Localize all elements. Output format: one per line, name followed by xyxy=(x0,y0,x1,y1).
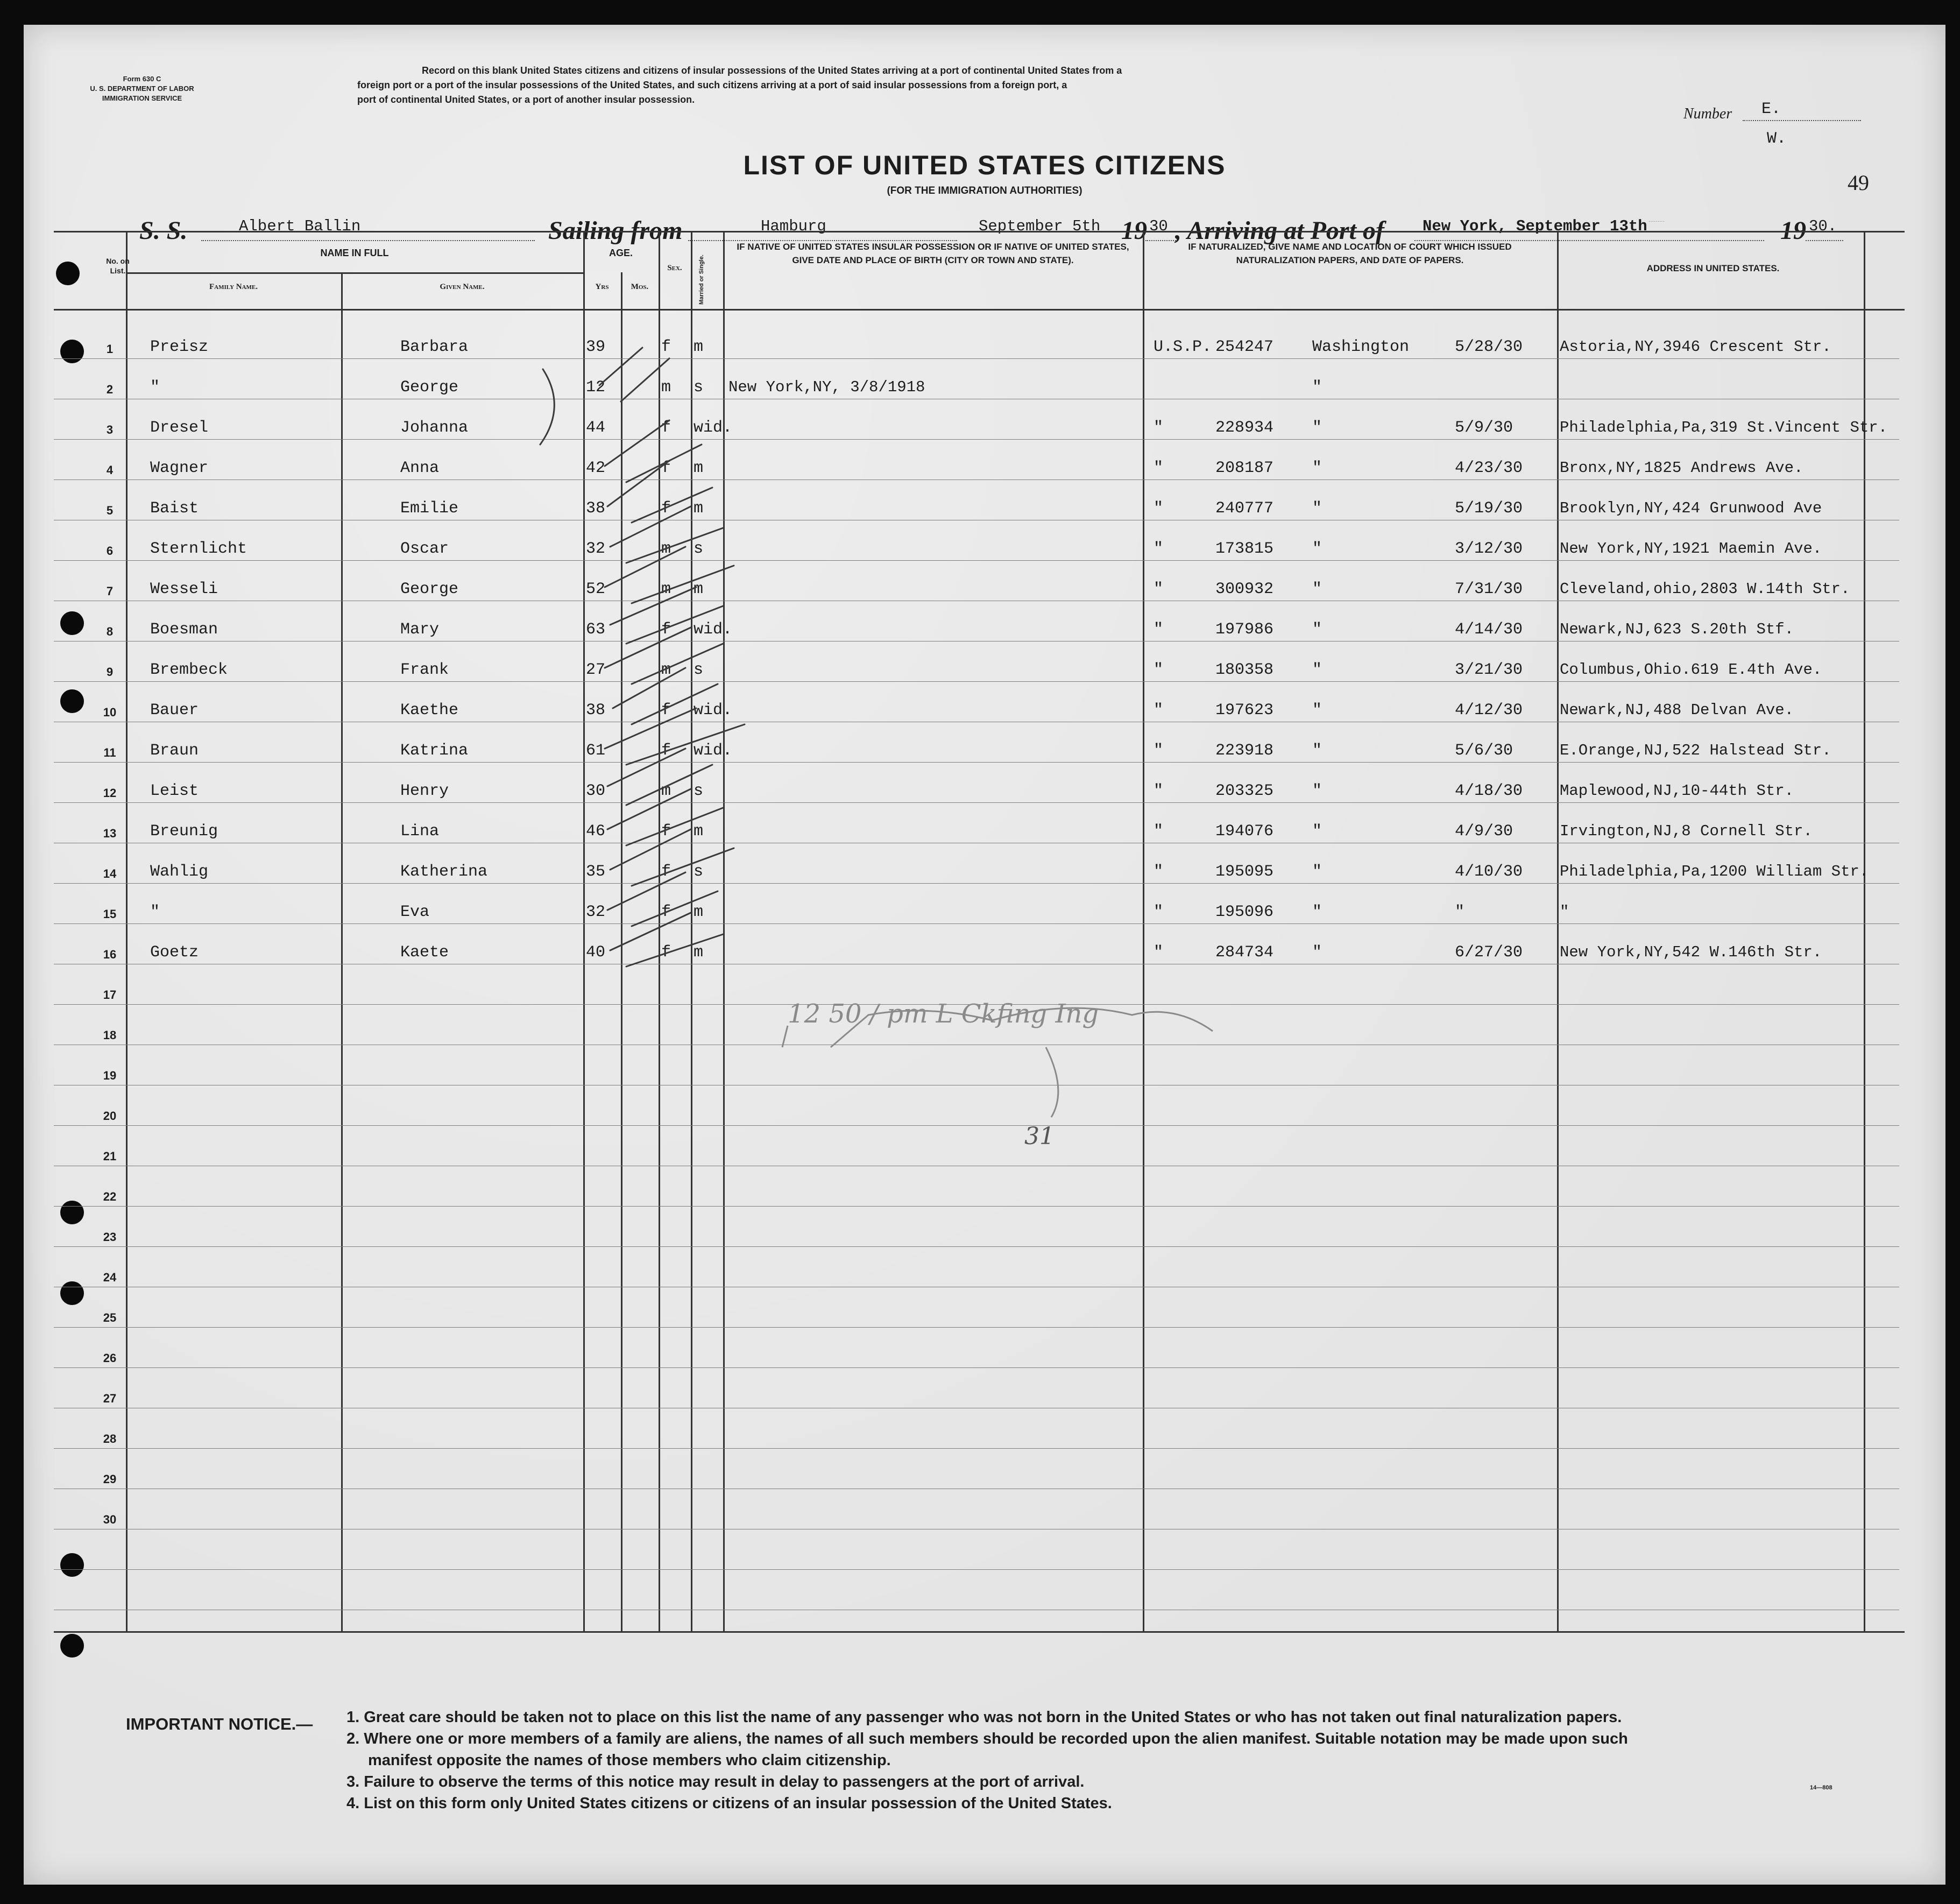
row-court: " xyxy=(1312,499,1322,518)
row-number: 19 xyxy=(103,1069,117,1082)
row-ms: m xyxy=(694,459,704,477)
col-header-yrs: Yrs xyxy=(595,283,609,291)
row-family: Brembeck xyxy=(150,661,228,679)
row-sex: f xyxy=(661,459,671,477)
row-court: " xyxy=(1312,540,1322,558)
row-number: 4 xyxy=(106,463,114,477)
row-number: 24 xyxy=(103,1271,117,1284)
row-sex: m xyxy=(661,782,671,800)
row-sex: f xyxy=(661,338,671,356)
form-code: 14—808 xyxy=(1810,1785,1832,1791)
number-e: E. xyxy=(1761,100,1781,118)
row-address: Philadelphia,Pa,1200 William Str. xyxy=(1560,863,1869,880)
row-paper-prefix: " xyxy=(1154,499,1164,518)
row-given: George xyxy=(400,580,459,598)
handwritten-note: 12 50 / pm L Ckfing Ing xyxy=(788,999,1099,1029)
row-family: Dresel xyxy=(150,419,209,437)
row-given: Mary xyxy=(400,620,440,639)
row-date: 4/23/30 xyxy=(1455,459,1523,477)
row-court: " xyxy=(1312,903,1322,921)
arriving-label: , Arriving at Port of xyxy=(1175,216,1384,245)
row-address: Brooklyn,NY,424 Grunwood Ave xyxy=(1560,499,1822,517)
notice-title: IMPORTANT NOTICE.— xyxy=(126,1715,313,1733)
row-paper-prefix: U.S.P. xyxy=(1154,338,1212,356)
row-family: Baist xyxy=(150,499,199,518)
row-sex: f xyxy=(661,943,671,962)
row-paper: 195096 xyxy=(1215,903,1274,921)
row-date: 4/12/30 xyxy=(1455,701,1523,720)
form-department: U. S. DEPARTMENT OF LABOR xyxy=(90,84,194,93)
row-paper-prefix: " xyxy=(1154,701,1164,720)
row-number: 1 xyxy=(106,342,114,356)
row-paper: 240777 xyxy=(1215,499,1274,518)
row-family: Goetz xyxy=(150,943,199,962)
row-paper: 195095 xyxy=(1215,863,1274,881)
instruction-line: port of continental United States, or a port of another insular possession. xyxy=(357,94,695,105)
sailing-label: Sailing from xyxy=(548,216,683,245)
row-family: Braun xyxy=(150,742,199,760)
row-date: 5/28/30 xyxy=(1455,338,1523,356)
row-number: 16 xyxy=(103,948,117,961)
form-service: IMMIGRATION SERVICE xyxy=(102,94,182,102)
row-paper-prefix: " xyxy=(1154,742,1164,760)
row-date: 3/21/30 xyxy=(1455,661,1523,679)
row-number: 9 xyxy=(106,665,114,679)
row-sex: m xyxy=(661,540,671,558)
row-number: 27 xyxy=(103,1392,117,1405)
row-paper-prefix: " xyxy=(1154,419,1164,437)
row-address: Newark,NJ,623 S.20th Stf. xyxy=(1560,620,1794,638)
row-date: 4/9/30 xyxy=(1455,822,1513,841)
row-paper-prefix: " xyxy=(1154,863,1164,881)
row-ms: m xyxy=(694,822,704,841)
row-family: Leist xyxy=(150,782,199,800)
row-date: " xyxy=(1455,903,1465,921)
row-yrs: 32 xyxy=(586,540,606,558)
row-ms: m xyxy=(694,580,704,598)
row-number: 14 xyxy=(103,867,117,880)
form-number: Form 630 C xyxy=(123,75,161,83)
row-yrs: 52 xyxy=(586,580,606,598)
row-yrs: 44 xyxy=(586,419,606,437)
row-address: Cleveland,ohio,2803 W.14th Str. xyxy=(1560,580,1850,598)
ship-name: Albert Ballin xyxy=(239,217,361,235)
row-address: Maplewood,NJ,10-44th Str. xyxy=(1560,782,1794,800)
row-number: 21 xyxy=(103,1150,117,1163)
row-number: 11 xyxy=(103,746,116,759)
row-paper-prefix: " xyxy=(1154,459,1164,477)
row-yrs: 12 xyxy=(586,378,606,397)
row-ms: wid. xyxy=(694,742,733,760)
row-paper: 223918 xyxy=(1215,742,1274,760)
row-address: Philadelphia,Pa,319 St.Vincent Str. xyxy=(1560,419,1888,436)
row-yrs: 61 xyxy=(586,742,606,760)
row-number: 15 xyxy=(103,907,117,921)
row-date: 7/31/30 xyxy=(1455,580,1523,598)
notice-item: manifest opposite the names of those members who claim citizenship. xyxy=(368,1752,891,1769)
row-address: Astoria,NY,3946 Crescent Str. xyxy=(1560,338,1831,356)
row-paper-prefix: " xyxy=(1154,661,1164,679)
notice-item: 3. Failure to observe the terms of this notice may result in delay to passengers at the port of arrival. xyxy=(346,1773,1085,1790)
row-sex: f xyxy=(661,701,671,720)
row-sex: m xyxy=(661,661,671,679)
row-number: 12 xyxy=(103,786,117,800)
row-paper: 284734 xyxy=(1215,943,1274,962)
row-address: E.Orange,NJ,522 Halstead Str. xyxy=(1560,742,1831,759)
row-court: " xyxy=(1312,661,1322,679)
row-paper-prefix: " xyxy=(1154,782,1164,800)
row-paper: 173815 xyxy=(1215,540,1274,558)
year-prefix-1: 19 xyxy=(1121,216,1147,245)
row-paper: 228934 xyxy=(1215,419,1274,437)
row-number: 8 xyxy=(106,625,114,638)
row-given: Kaethe xyxy=(400,701,459,720)
col-header-sex: Sex. xyxy=(667,264,682,272)
row-date: 5/6/30 xyxy=(1455,742,1513,760)
row-sex: f xyxy=(661,903,671,921)
row-ms: m xyxy=(694,943,704,962)
row-given: Frank xyxy=(400,661,449,679)
row-family: Preisz xyxy=(150,338,209,356)
number-label: Number xyxy=(1683,105,1732,122)
col-header-married: Married or Single. xyxy=(698,255,705,305)
row-number: 10 xyxy=(103,706,117,719)
number-w: W. xyxy=(1767,130,1787,148)
row-number: 22 xyxy=(103,1190,117,1203)
row-paper-prefix: " xyxy=(1154,580,1164,598)
handwritten-number: 31 xyxy=(1024,1123,1055,1150)
row-paper: 180358 xyxy=(1215,661,1274,679)
row-family: Breunig xyxy=(150,822,218,841)
row-sex: f xyxy=(661,499,671,518)
instruction-line: foreign port or a port of the insular possessions of the United States, and such citizens arriving at a port of said insular possessions from a foreign port, a xyxy=(357,80,1067,90)
row-number: 7 xyxy=(106,584,114,598)
row-paper-prefix: " xyxy=(1154,822,1164,841)
col-header-age: AGE. xyxy=(608,248,633,258)
col-header-no: No. on List. xyxy=(106,257,130,275)
row-date: 5/19/30 xyxy=(1455,499,1523,518)
row-sex: f xyxy=(661,742,671,760)
row-yrs: 63 xyxy=(586,620,606,639)
row-paper: 208187 xyxy=(1215,459,1274,477)
row-court: " xyxy=(1312,378,1322,397)
row-court: " xyxy=(1312,580,1322,598)
row-number: 25 xyxy=(103,1311,117,1324)
row-court: " xyxy=(1312,943,1322,962)
row-number: 30 xyxy=(103,1513,117,1526)
row-given: Katherina xyxy=(400,863,488,881)
row-yrs: 38 xyxy=(586,701,606,720)
row-given: Katrina xyxy=(400,742,469,760)
row-address: Bronx,NY,1825 Andrews Ave. xyxy=(1560,459,1803,477)
row-address: Newark,NJ,488 Delvan Ave. xyxy=(1560,701,1794,719)
row-number: 26 xyxy=(103,1351,117,1365)
row-yrs: 35 xyxy=(586,863,606,881)
row-paper-prefix: " xyxy=(1154,903,1164,921)
page-title: LIST OF UNITED STATES CITIZENS xyxy=(743,150,1226,180)
row-number: 28 xyxy=(103,1432,117,1445)
notice-item: 2. Where one or more members of a family are aliens, the names of all such members should be recorded upon the alien manifest. Suitable notation may be made upon such xyxy=(346,1730,1628,1747)
row-sex: f xyxy=(661,419,671,437)
row-ms: s xyxy=(694,661,704,679)
row-yrs: 46 xyxy=(586,822,606,841)
printer-mark: ········· xyxy=(1648,218,1665,224)
row-ms: s xyxy=(694,863,704,881)
row-paper-prefix: " xyxy=(1154,943,1164,962)
row-ms: wid. xyxy=(694,701,733,720)
row-given: Barbara xyxy=(400,338,469,356)
check-marks xyxy=(24,25,1945,1885)
row-court: Washington xyxy=(1312,338,1410,356)
row-family: Wahlig xyxy=(150,863,209,881)
row-yrs: 42 xyxy=(586,459,606,477)
row-court: " xyxy=(1312,742,1322,760)
row-court: " xyxy=(1312,459,1322,477)
row-court: " xyxy=(1312,782,1322,800)
row-given: George xyxy=(400,378,459,397)
row-number: 13 xyxy=(103,827,117,840)
row-number: 17 xyxy=(103,988,117,1002)
instruction-line: Record on this blank United States citizens and citizens of insular possessions of the United States arriving at a port of continental United States from a xyxy=(422,65,1122,76)
row-address: New York,NY,1921 Maemin Ave. xyxy=(1560,540,1822,558)
row-yrs: 30 xyxy=(586,782,606,800)
row-sex: f xyxy=(661,863,671,881)
row-family: Bauer xyxy=(150,701,199,720)
row-number: 18 xyxy=(103,1028,117,1042)
row-address: Irvington,NJ,8 Cornell Str. xyxy=(1560,822,1813,840)
row-yrs: 27 xyxy=(586,661,606,679)
ss-label: S. S. xyxy=(139,216,188,245)
row-yrs: 39 xyxy=(586,338,606,356)
row-given: Anna xyxy=(400,459,440,477)
page-subtitle: (FOR THE IMMIGRATION AUTHORITIES) xyxy=(887,185,1082,196)
row-paper: 300932 xyxy=(1215,580,1274,598)
port-to: New York, September 13th xyxy=(1423,217,1647,235)
row-court: " xyxy=(1312,822,1322,841)
row-address: " xyxy=(1560,903,1569,921)
row-number: 23 xyxy=(103,1230,117,1244)
col-header-mos: Mos. xyxy=(631,283,649,291)
row-family: " xyxy=(150,903,160,921)
row-sex: m xyxy=(661,580,671,598)
row-number: 20 xyxy=(103,1109,117,1123)
row-court: " xyxy=(1312,863,1322,881)
row-sex: f xyxy=(661,822,671,841)
row-number: 2 xyxy=(106,383,114,396)
port-from: Hamburg xyxy=(761,217,826,235)
row-number: 6 xyxy=(106,544,114,558)
row-date: 4/18/30 xyxy=(1455,782,1523,800)
row-number: 5 xyxy=(106,504,114,517)
notice-item: 1. Great care should be taken not to place on this list the name of any passenger who was not born in the United States or who has not taken out final naturalization papers. xyxy=(346,1709,1622,1726)
row-paper: 254247 xyxy=(1215,338,1274,356)
row-given: Kaete xyxy=(400,943,449,962)
row-paper: 194076 xyxy=(1215,822,1274,841)
page-number: 49 xyxy=(1848,171,1869,195)
row-ms: wid. xyxy=(694,419,733,437)
row-paper: 197986 xyxy=(1215,620,1274,639)
row-paper-prefix: " xyxy=(1154,620,1164,639)
row-given: Oscar xyxy=(400,540,449,558)
row-given: Johanna xyxy=(400,419,469,437)
col-header-naturalized: IF NATURALIZED, GIVE NAME AND LOCATION OF COURT WHICH ISSUED NATURALIZATION PAPERS, AND DATE OF PAPERS. xyxy=(1188,242,1512,265)
col-header-family-name: Family Name. xyxy=(209,283,258,291)
manifest-sheet xyxy=(24,25,1945,1885)
row-court: " xyxy=(1312,620,1322,639)
row-number: 3 xyxy=(106,423,114,436)
row-family: Sternlicht xyxy=(150,540,247,558)
row-yrs: 38 xyxy=(586,499,606,518)
row-paper: 197623 xyxy=(1215,701,1274,720)
row-sex: f xyxy=(661,620,671,639)
row-date: 6/27/30 xyxy=(1455,943,1523,962)
col-header-name-in-full: NAME IN FULL xyxy=(320,248,389,258)
row-paper: 203325 xyxy=(1215,782,1274,800)
row-address: Columbus,Ohio.619 E.4th Ave. xyxy=(1560,661,1822,679)
row-sex: m xyxy=(661,378,671,397)
col-header-native: IF NATIVE OF UNITED STATES INSULAR POSSESSION OR IF NATIVE OF UNITED STATES, GIVE DATE AND PLACE OF BIRTH (CITY OR TOWN AND STATE). xyxy=(737,242,1129,265)
row-given: Eva xyxy=(400,903,430,921)
row-yrs: 40 xyxy=(586,943,606,962)
row-date: 4/10/30 xyxy=(1455,863,1523,881)
row-ms: s xyxy=(694,782,704,800)
row-ms: m xyxy=(694,499,704,518)
row-given: Henry xyxy=(400,782,449,800)
row-court: " xyxy=(1312,419,1322,437)
row-ms: wid. xyxy=(694,620,733,639)
row-ms: m xyxy=(694,338,704,356)
row-ms: s xyxy=(694,378,704,397)
row-court: " xyxy=(1312,701,1322,720)
row-date: 3/12/30 xyxy=(1455,540,1523,558)
year-2: 30. xyxy=(1809,217,1837,235)
row-given: Emilie xyxy=(400,499,459,518)
row-ms: s xyxy=(694,540,704,558)
year-1: 30 xyxy=(1149,217,1168,235)
row-number: 29 xyxy=(103,1472,117,1486)
row-date: 4/14/30 xyxy=(1455,620,1523,639)
row-yrs: 32 xyxy=(586,903,606,921)
col-header-address: ADDRESS IN UNITED STATES. xyxy=(1646,263,1780,273)
row-family: " xyxy=(150,378,160,397)
row-ms: m xyxy=(694,903,704,921)
row-family: Boesman xyxy=(150,620,218,639)
notice-item: 4. List on this form only United States citizens or citizens of an insular possession of the United States. xyxy=(346,1795,1112,1812)
row-date: 5/9/30 xyxy=(1455,419,1513,437)
row-birth: New York,NY, 3/8/1918 xyxy=(728,378,925,396)
col-header-given-name: Given Name. xyxy=(440,283,485,291)
row-paper-prefix: " xyxy=(1154,540,1164,558)
year-prefix-2: 19 xyxy=(1780,216,1806,245)
row-family: Wesseli xyxy=(150,580,218,598)
date-from: September 5th xyxy=(979,217,1101,235)
row-address: New York,NY,542 W.146th Str. xyxy=(1560,943,1822,961)
row-given: Lina xyxy=(400,822,440,841)
row-family: Wagner xyxy=(150,459,209,477)
